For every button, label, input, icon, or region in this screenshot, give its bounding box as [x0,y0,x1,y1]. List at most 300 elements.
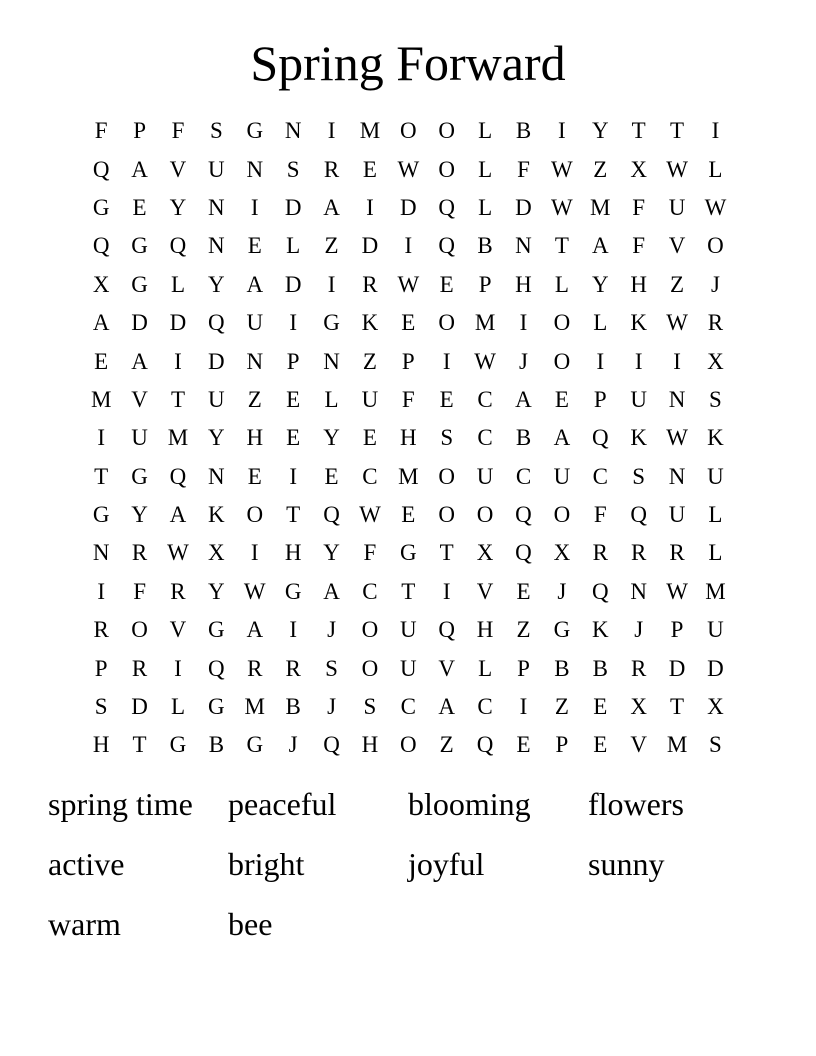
grid-cell[interactable]: I [250,194,259,220]
grid-row [82,496,736,534]
grid-cell[interactable]: I [97,425,106,451]
grid-cell[interactable]: H [246,425,264,451]
grid-cell[interactable]: G [284,578,302,604]
grid-cell[interactable]: C [477,694,493,720]
grid-cell[interactable]: E [439,386,454,412]
grid-cell[interactable]: L [708,156,723,182]
grid-cell[interactable]: Z [362,348,377,374]
grid-cell[interactable]: B [515,425,532,451]
grid-cell[interactable]: R [630,540,647,566]
grid-cell[interactable]: V [668,233,686,259]
grid-cell[interactable]: Q [169,463,187,489]
grid-cell[interactable]: O [438,156,456,182]
grid-cell[interactable]: R [707,310,724,336]
grid-cell[interactable]: L [170,694,185,720]
grid-cell[interactable]: C [477,386,493,412]
grid-cell[interactable]: Y [323,425,340,451]
grid-cell[interactable]: L [478,194,493,220]
grid-cell[interactable]: Z [439,732,454,758]
grid-cell[interactable]: A [591,233,609,259]
grid-cell[interactable]: F [133,578,146,604]
grid-cell[interactable]: E [247,233,262,259]
grid-cell[interactable]: Y [591,118,609,144]
grid-cell[interactable]: Q [476,732,494,758]
grid-cell[interactable]: I [289,463,297,489]
grid-cell[interactable]: R [131,655,148,681]
grid-cell[interactable]: R [630,655,647,681]
grid-cell[interactable]: S [94,694,108,720]
grid-cell[interactable]: M [590,194,611,220]
grid-cell[interactable]: E [593,732,608,758]
grid-cell[interactable]: D [131,694,148,720]
grid-cell[interactable]: O [131,617,148,643]
grid-cell[interactable]: W [474,348,496,374]
grid-cell[interactable]: P [670,617,684,643]
grid-cell[interactable]: N [668,463,686,489]
grid-cell[interactable]: V [630,732,647,758]
grid-cell[interactable]: D [284,271,302,297]
grid-cell[interactable]: O [553,348,571,374]
grid-cell[interactable]: E [401,310,416,336]
grid-cell[interactable]: U [208,386,225,412]
grid-cell[interactable]: O [400,118,417,144]
grid-cell[interactable]: E [401,502,416,528]
grid-cell[interactable]: O [361,655,379,681]
grid-cell[interactable]: G [131,271,148,297]
grid-cell[interactable]: T [170,386,185,412]
grid-cell[interactable]: N [208,233,225,259]
grid-row [82,304,736,342]
grid-cell[interactable]: P [593,386,607,412]
grid-cell[interactable]: A [246,617,264,643]
grid-cell[interactable]: O [361,617,379,643]
grid-cell[interactable]: U [630,386,647,412]
grid-cell[interactable]: R [93,617,109,643]
grid-cell[interactable]: B [554,655,570,681]
grid-cell[interactable]: X [476,540,494,566]
grid-cell[interactable]: W [397,271,420,297]
grid-cell[interactable]: G [131,233,148,259]
word-bank-item: peaceful [228,786,337,822]
grid-cell[interactable]: W [359,502,381,528]
grid-cell[interactable]: T [439,540,454,566]
grid-row [82,458,736,496]
grid-cell[interactable]: O [553,502,571,528]
grid-cell[interactable]: K [361,310,379,336]
grid-cell[interactable]: O [707,233,724,259]
grid-cell[interactable]: O [438,502,456,528]
grid-cell[interactable]: T [670,118,685,144]
grid-cell[interactable]: J [710,271,720,297]
grid-cell[interactable]: L [593,310,608,336]
grid-cell[interactable]: S [709,732,722,758]
grid-cell[interactable]: W [551,194,573,220]
grid-cell[interactable]: Q [438,617,456,643]
grid-cell[interactable]: N [515,233,532,259]
grid-cell[interactable]: L [478,156,493,182]
grid-cell[interactable]: U [361,386,379,412]
grid-cell[interactable]: A [553,425,571,451]
grid-cell[interactable]: S [632,463,646,489]
grid-cell[interactable]: A [169,502,187,528]
puzzle-title: Spring Forward [250,35,566,91]
grid-cell[interactable]: E [94,348,109,374]
grid-cell[interactable]: V [169,617,187,643]
grid-cell[interactable]: C [515,463,532,489]
grid-cell[interactable]: Q [591,425,609,451]
grid-cell[interactable]: E [247,463,262,489]
grid-cell[interactable]: M [474,310,496,336]
grid-cell[interactable]: X [630,694,647,720]
grid-cell[interactable]: L [478,655,493,681]
grid-cell[interactable]: Q [323,732,340,758]
grid-cell[interactable]: X [208,540,225,566]
grid-cell[interactable]: Y [208,578,225,604]
grid-cell[interactable]: A [92,310,110,336]
grid-cell[interactable]: J [327,694,337,720]
grid-cell[interactable]: L [554,271,569,297]
grid-cell[interactable]: A [131,348,148,374]
grid-cell[interactable]: A [131,156,148,182]
grid-cell[interactable]: B [477,233,493,259]
grid-cell[interactable]: X [630,156,647,182]
grid-cell[interactable]: I [442,348,451,374]
grid-cell[interactable]: Y [323,540,340,566]
grid-cell[interactable]: N [246,348,264,374]
grid-cell[interactable]: L [708,502,723,528]
grid-cell[interactable]: I [519,310,528,336]
grid-cell[interactable]: V [438,655,456,681]
grid-cell[interactable]: E [324,463,339,489]
grid-cell[interactable]: N [208,194,225,220]
grid-cell[interactable]: Q [92,156,110,182]
grid-cell[interactable]: L [324,386,339,412]
grid-cell[interactable]: P [286,348,300,374]
grid-cell[interactable]: R [362,271,378,297]
grid-cell[interactable]: U [707,463,724,489]
grid-cell[interactable]: L [286,233,301,259]
grid-cell[interactable]: Z [593,156,608,182]
grid-cell[interactable]: M [666,732,688,758]
grid-cell[interactable]: G [92,502,110,528]
grid-cell[interactable]: Z [516,617,531,643]
grid-cell[interactable]: Y [131,502,148,528]
grid-cell[interactable]: N [284,118,302,144]
grid-cell[interactable]: N [630,578,647,604]
grid-cell[interactable]: R [592,540,608,566]
grid-cell[interactable]: V [476,578,494,604]
grid-cell[interactable]: O [438,463,456,489]
grid-cell[interactable]: L [478,118,493,144]
grid-cell[interactable]: T [401,578,416,604]
grid-cell[interactable]: C [400,694,416,720]
grid-cell[interactable]: T [94,463,109,489]
grid-cell[interactable]: U [131,425,148,451]
grid-cell[interactable]: I [366,194,374,220]
grid-cell[interactable]: I [711,118,720,144]
grid-cell[interactable]: N [208,463,225,489]
grid-cell[interactable]: H [400,425,417,451]
grid-cell[interactable]: W [551,156,573,182]
grid-cell[interactable]: U [400,617,417,643]
grid-cell[interactable]: F [632,233,646,259]
grid-cell[interactable]: E [362,156,377,182]
grid-cell[interactable]: Z [324,233,339,259]
grid-cell[interactable]: T [631,118,646,144]
grid-cell[interactable]: R [170,578,186,604]
grid-cell[interactable]: X [707,348,724,374]
grid-cell[interactable]: U [668,502,686,528]
grid-cell[interactable]: O [553,310,571,336]
grid-cell[interactable]: E [516,732,531,758]
grid-cell[interactable]: G [553,617,571,643]
grid-cell[interactable]: W [666,578,688,604]
word-bank-item: active [48,846,125,882]
grid-cell[interactable]: E [516,578,531,604]
grid-cell[interactable]: I [327,271,336,297]
grid-cell[interactable]: B [515,118,532,144]
grid-cell[interactable]: R [285,655,301,681]
grid-cell[interactable]: I [404,233,413,259]
grid-cell[interactable]: I [634,348,643,374]
grid-cell[interactable]: W [666,425,688,451]
grid-cell[interactable]: P [94,655,108,681]
grid-cell[interactable]: C [362,463,378,489]
grid-cell[interactable]: H [284,540,302,566]
grid-cell[interactable]: E [132,194,147,220]
grid-cell[interactable]: J [519,348,528,374]
grid-cell[interactable]: I [673,348,681,374]
grid-cell[interactable]: U [553,463,571,489]
grid-cell[interactable]: F [632,194,646,220]
grid-cell[interactable]: S [325,655,338,681]
grid-cell[interactable]: Q [169,233,187,259]
grid-cell[interactable]: T [554,233,569,259]
grid-cell[interactable]: B [285,694,301,720]
grid-cell[interactable]: Q [630,502,647,528]
grid-cell[interactable]: T [132,732,147,758]
grid-cell[interactable]: I [289,617,297,643]
grid-cell[interactable]: M [90,386,112,412]
grid-cell[interactable]: K [707,425,724,451]
grid-cell[interactable]: C [362,578,378,604]
grid-cell[interactable]: Z [247,386,262,412]
grid-cell[interactable]: Q [323,502,340,528]
grid-cell[interactable]: D [284,194,302,220]
grid-cell[interactable]: H [630,271,647,297]
grid-cell[interactable]: Y [169,194,187,220]
grid-cell[interactable]: U [668,194,686,220]
grid-cell[interactable]: R [323,156,340,182]
grid-cell[interactable]: G [169,732,187,758]
grid-cell[interactable]: I [558,118,566,144]
grid-cell[interactable]: Z [554,694,569,720]
grid-row [82,189,736,227]
grid-cell[interactable]: D [169,310,187,336]
grid-cell[interactable]: Q [515,540,532,566]
grid-cell[interactable]: F [171,118,185,144]
grid-cell[interactable]: V [131,386,148,412]
grid-cell[interactable]: J [327,617,337,643]
grid-cell[interactable]: W [666,156,688,182]
grid-cell[interactable]: U [476,463,494,489]
grid-cell[interactable]: N [246,156,264,182]
grid-cell[interactable]: Q [438,194,456,220]
grid-cell[interactable]: I [442,578,451,604]
grid-cell[interactable]: Q [92,233,110,259]
grid-cell[interactable]: M [244,694,265,720]
grid-row [82,342,736,380]
grid-cell[interactable]: Q [208,655,225,681]
grid-cell[interactable]: P [555,732,569,758]
grid-cell[interactable]: L [708,540,723,566]
grid-cell[interactable]: U [246,310,264,336]
grid-cell[interactable]: I [327,118,336,144]
grid-cell[interactable]: J [634,617,644,643]
grid-cell[interactable]: H [361,732,379,758]
grid-cell[interactable]: A [515,386,532,412]
grid-cell[interactable]: Q [438,233,456,259]
grid-cell[interactable]: S [363,694,377,720]
grid-cell[interactable]: U [208,156,225,182]
grid-cell[interactable]: D [361,233,379,259]
grid-cell[interactable]: X [92,271,110,297]
grid-row [82,112,736,150]
grid-cell[interactable]: A [323,578,340,604]
grid-cell[interactable]: S [440,425,454,451]
grid-cell[interactable]: G [246,118,264,144]
grid-cell[interactable]: I [174,655,182,681]
grid-cell[interactable]: O [476,502,494,528]
grid-cell[interactable]: Z [670,271,685,297]
grid-cell[interactable]: E [362,425,377,451]
grid-cell[interactable]: C [477,425,493,451]
grid-cell[interactable]: E [593,694,608,720]
grid-cell[interactable]: A [438,694,456,720]
grid-cell[interactable]: W [666,310,688,336]
grid-cell[interactable]: O [438,310,456,336]
grid-cell[interactable]: W [397,156,420,182]
grid-row [82,381,736,419]
grid-cell[interactable]: T [670,694,685,720]
grid-cell[interactable]: Y [208,271,225,297]
grid-cell[interactable]: W [167,540,189,566]
grid-cell[interactable]: D [707,655,724,681]
grid-cell[interactable]: K [591,617,609,643]
grid-row [82,534,736,572]
grid-cell[interactable]: M [359,118,381,144]
grid-cell[interactable]: I [519,694,528,720]
grid-cell[interactable]: G [208,617,225,643]
grid-cell[interactable]: O [438,118,456,144]
grid-cell[interactable]: E [286,425,301,451]
grid-cell[interactable]: A [323,194,340,220]
grid-cell[interactable]: K [630,310,647,336]
grid-cell[interactable]: U [400,655,417,681]
grid-cell[interactable]: G [323,310,340,336]
grid-cell[interactable]: N [668,386,686,412]
grid-cell[interactable]: R [669,540,685,566]
grid-cell[interactable]: I [250,540,259,566]
grid-cell[interactable]: Y [591,271,609,297]
grid-cell[interactable]: I [97,578,106,604]
grid-cell[interactable]: M [398,463,419,489]
grid-cell[interactable]: I [289,310,297,336]
grid-cell[interactable]: U [707,617,724,643]
grid-cell[interactable]: E [286,386,301,412]
grid-cell[interactable]: G [92,194,110,220]
grid-cell[interactable]: P [517,655,530,681]
grid-cell[interactable]: F [517,156,530,182]
grid-cell[interactable]: N [92,540,110,566]
grid-cell[interactable]: F [593,502,607,528]
grid-cell[interactable]: G [246,732,264,758]
grid-cell[interactable]: E [554,386,569,412]
grid-cell[interactable]: Q [515,502,532,528]
grid-cell[interactable]: J [557,578,567,604]
grid-cell[interactable]: C [592,463,608,489]
grid-cell[interactable]: F [401,386,415,412]
grid-cell[interactable]: P [133,118,146,144]
grid-cell[interactable]: H [92,732,110,758]
grid-cell[interactable]: R [247,655,263,681]
grid-cell[interactable]: F [94,118,108,144]
grid-cell[interactable]: M [167,425,189,451]
grid-cell[interactable]: W [704,194,727,220]
grid-cell[interactable]: G [400,540,417,566]
grid-cell[interactable]: S [209,118,223,144]
grid-cell[interactable]: O [246,502,264,528]
grid-cell[interactable]: Q [208,310,225,336]
grid-cell[interactable]: J [288,732,298,758]
grid-cell[interactable]: T [286,502,301,528]
grid-cell[interactable]: I [596,348,605,374]
grid-cell[interactable]: O [400,732,417,758]
grid-cell[interactable]: W [243,578,266,604]
grid-cell[interactable]: R [131,540,148,566]
grid-cell[interactable]: Q [591,578,609,604]
grid-cell[interactable]: S [709,386,722,412]
grid-cell[interactable]: G [131,463,148,489]
grid-cell[interactable]: B [592,655,608,681]
grid-cell[interactable]: Y [208,425,225,451]
grid-cell[interactable]: E [439,271,454,297]
grid-cell[interactable]: P [401,348,415,374]
grid-cell[interactable]: D [400,194,417,220]
grid-cell[interactable]: D [208,348,225,374]
grid-cell[interactable]: X [553,540,571,566]
grid-cell[interactable]: B [208,732,225,758]
grid-cell[interactable]: F [363,540,377,566]
grid-cell[interactable]: D [515,194,532,220]
grid-cell[interactable]: D [131,310,148,336]
grid-cell[interactable]: M [705,578,726,604]
grid-cell[interactable]: V [169,156,187,182]
grid-cell[interactable]: A [246,271,264,297]
grid-cell[interactable]: G [208,694,225,720]
grid-cell[interactable]: X [707,694,724,720]
grid-cell[interactable]: D [668,655,686,681]
grid-cell[interactable]: S [286,156,300,182]
grid-cell[interactable]: K [208,502,225,528]
grid-cell[interactable]: L [170,271,185,297]
grid-cell[interactable]: I [174,348,182,374]
grid-cell[interactable]: P [478,271,492,297]
grid-cell[interactable]: H [476,617,494,643]
grid-cell[interactable]: H [515,271,532,297]
grid-cell[interactable]: K [630,425,647,451]
grid-cell[interactable]: N [323,348,340,374]
